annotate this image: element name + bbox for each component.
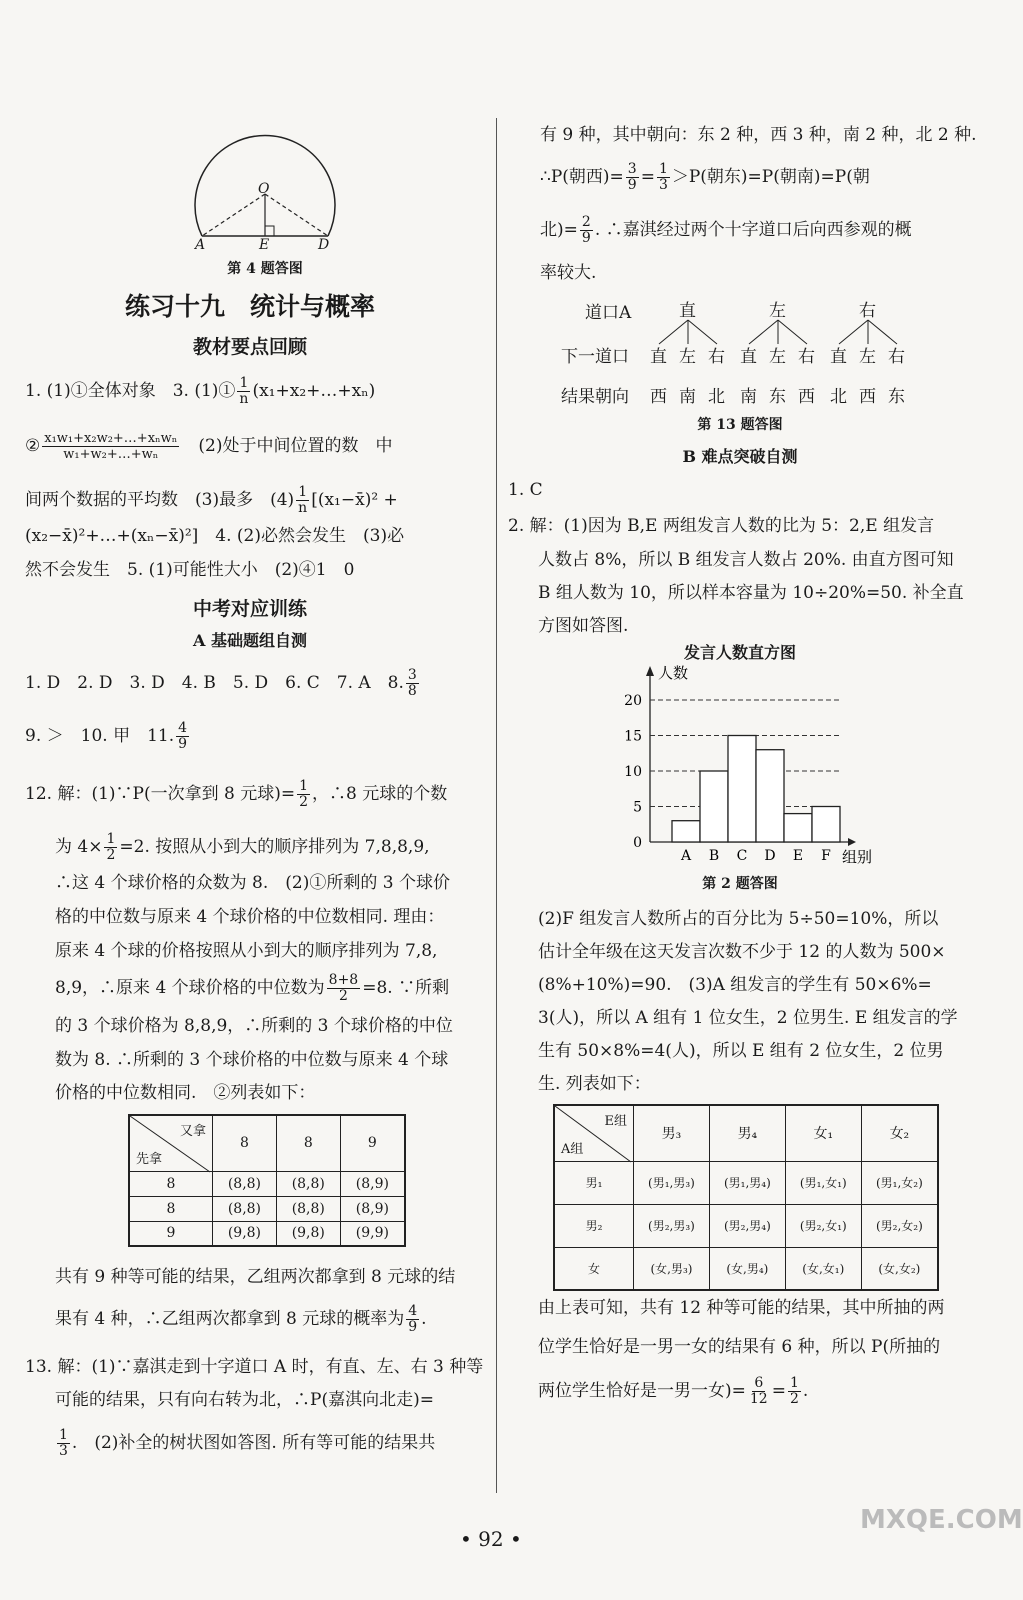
point-o-label: O — [258, 181, 270, 197]
y-axis-arrow — [646, 666, 654, 676]
x-tick-label: E — [792, 848, 804, 864]
review-line-2: ② $\frac{\text{x₁w₁+x₂w₂+…+xₙwₙ}}{\text{w₁+w₂+…+wₙ}}$ (2)处于中间位置的数 中 — [25, 431, 393, 462]
tree-diagram: 道口A 下一道口 结果朝向 直 左 右 直 左 右 直 左 右 直 左 右 西 南 北 南 东 西 北 西 东 — [555, 292, 955, 407]
q2-line-12: 位学生恰好是一男一女的结果有 6 种，所以 P(所抽的 — [538, 1337, 941, 1357]
q12-line-11: 果有 4 种，∴乙组两次都拿到 8 元球的概率为 $\frac{4}{9}$ . — [55, 1303, 427, 1335]
review-line-5: 然不会发生 5. (1)可能性大小 (2)④1 0 — [25, 560, 355, 580]
q12-line-3: ∴这 4 个球价格的众数为 8. (2)①所剩的 3 个球价 — [55, 873, 450, 893]
q12-line-10: 共有 9 种等可能的结果，乙组两次都拿到 8 元球的结 — [55, 1267, 456, 1287]
q2-line-6: 估计全年级在这天发言次数不少于 12 的人数为 500× — [538, 942, 946, 962]
review-line-1: 1. (1)①全体对象 3. (1)① $\frac{1}{n}$ (x₁+x₂+…+xₙ) — [25, 375, 376, 407]
tree-row-label: 下一道口 — [561, 347, 629, 367]
bar-C — [728, 736, 756, 843]
q12-line-8: 数为 8. ∴所剩的 3 个球价格的中位数与原来 4 个球 — [55, 1050, 449, 1070]
table-q2-corner: E组 A组 — [554, 1105, 634, 1161]
q13-line-1: 13. 解：(1)∵嘉淇走到十字道口 A 时，有直、左、右 3 种等 — [25, 1357, 484, 1377]
chart-title: 发言人数直方图 — [683, 643, 796, 662]
figure-4 — [190, 120, 340, 255]
table-row: 9 (9,8) (9,8) (9,9) — [129, 1221, 405, 1246]
review-line-3: 间两个数据的平均数 (3)最多 (4) $\frac{1}{n}$ [(x₁−x̄)² + — [25, 484, 398, 516]
figure-2-caption: 第 2 题答图 — [702, 876, 778, 892]
x-tick-label: D — [764, 848, 776, 864]
q2-line-11: 由上表可知，共有 12 种等可能的结果，其中所抽的两 — [538, 1298, 945, 1318]
table-q2-col: 女₂ — [861, 1105, 938, 1161]
q12-line-7: 的 3 个球价格为 8,8,9，∴所剩的 3 个球价格的中位 — [55, 1016, 453, 1036]
table-q2 — [553, 1104, 939, 1291]
section-heading-b: B 难点突破自测 — [682, 447, 798, 466]
q13-cont-line-1: 有 9 种，其中朝向：东 2 种，西 3 种，南 2 种，北 2 种. — [540, 125, 977, 145]
figure-13-caption: 第 13 题答图 — [697, 417, 783, 433]
bar-A — [672, 821, 700, 842]
q13-line-2: 可能的结果，只有向右转为北，∴P(嘉淇向北走)= — [55, 1390, 434, 1410]
q13-line-3: $\frac{1}{3}$ . (2)补全的树状图如答图. 所有等可能的结果共 — [59, 1427, 436, 1459]
point-d-label: D — [318, 237, 330, 253]
q2-line-1: 2. 解：(1)因为 B,E 两组发言人数的比为 5：2,E 组发言 — [508, 516, 935, 536]
x-tick-label: F — [821, 848, 831, 864]
answers-line-1: 1. D 2. D 3. D 4. B 5. D 6. C 7. A 8. $\frac{3}{8}$ — [25, 667, 417, 699]
q13-cont-line-4: 率较大. — [540, 263, 597, 283]
q13-cont-line-3: 北)= $\frac{2}{9}$ . ∴嘉淇经过两个十字道口后向西参观的概 — [540, 214, 912, 246]
y-tick-label: 15 — [624, 728, 642, 745]
table-q2-col: 男₄ — [709, 1105, 785, 1161]
x-tick-label: C — [736, 848, 748, 864]
y-axis-label: 人数 — [658, 664, 689, 682]
page-title: 练习十九 统计与概率 — [124, 292, 375, 321]
tree-row-label: 道口A — [585, 303, 632, 323]
table-q2-col: 男₃ — [634, 1105, 710, 1161]
table-q2-col: 女₁ — [785, 1105, 861, 1161]
q13-cont-line-2: ∴P(朝西)= $\frac{3}{9}$ = $\frac{1}{3}$ ＞P(朝东)=P(朝南)=P(朝 — [540, 161, 870, 193]
q2-line-5: (2)F 组发言人数所占的百分比为 5÷50=10%，所以 — [538, 909, 939, 929]
table-row: 男₂ (男₂,男₃) (男₂,男₄) (男₂,女₁) (男₂,女₂) — [554, 1204, 938, 1247]
table-row: 8 (8,8) (8,8) (8,9) — [129, 1171, 405, 1196]
q2-line-7: (8%+10%)=90. (3)A 组发言的学生有 50×6%= — [538, 975, 932, 995]
section-heading-review: 教材要点回顾 — [192, 336, 307, 358]
point-a-label: A — [195, 237, 206, 253]
q2-line-10: 生. 列表如下： — [538, 1074, 651, 1094]
section-heading-a: A 基础题组自测 — [193, 631, 307, 650]
q12-line-5: 原来 4 个球的价格按照从小到大的顺序排列为 7,8, — [55, 941, 438, 961]
y-tick-label: 0 — [633, 835, 642, 851]
column-divider — [496, 118, 497, 1493]
table-row: 女 (女,男₃) (女,男₄) (女,女₁) (女,女₂) — [554, 1247, 938, 1290]
bar-B — [700, 771, 728, 842]
b-answer-1: 1. C — [508, 480, 543, 500]
q12-line-6: 8,9，∴原来 4 个球价格的中位数为 $\frac{8+8}{2}$ =8. ∵所剩 — [55, 972, 450, 1004]
table-q12-corner: 又拿 先拿 — [129, 1115, 213, 1171]
q12-line-2: 为 4× $\frac{1}{2}$ =2. 按照从小到大的顺序排列为 7,8,8,9, — [55, 831, 430, 863]
q2-line-2: 人数占 8%，所以 B 组发言人数占 20%. 由直方图可知 — [538, 550, 954, 570]
q12-line-1: 12. 解：(1)∵P(一次拿到 8 元球)= $\frac{1}{2}$ ，∴8 元球的个数 — [25, 778, 448, 810]
review-line-4: (x₂−x̄)²+…+(xₙ−x̄)²] 4. (2)必然会发生 (3)必 — [25, 526, 405, 546]
bar-D — [756, 750, 784, 842]
q2-line-3: B 组人数为 10，所以样本容量为 10÷20%=50. 补全直 — [538, 583, 964, 603]
q2-line-9: 生有 50×8%=4(人)，所以 E 组有 2 位女生，2 位男 — [538, 1041, 944, 1061]
table-q12-col: 8 — [276, 1115, 340, 1171]
table-row: 男₁ (男₁,男₃) (男₁,男₄) (男₁,女₁) (男₁,女₂) — [554, 1161, 938, 1204]
bar-E — [784, 814, 812, 842]
page-number: • 92 • — [460, 1527, 522, 1551]
watermark-logo: MXQE.COM — [860, 1505, 1023, 1535]
y-tick-label: 5 — [633, 799, 642, 816]
section-heading-exam: 中考对应训练 — [192, 598, 307, 620]
bar-F — [812, 807, 840, 843]
table-q12-col: 9 — [340, 1115, 405, 1171]
x-axis-arrow — [848, 838, 856, 846]
table-q12 — [128, 1114, 406, 1247]
answers-line-2: 9. ＞ 10. 甲 11. $\frac{4}{9}$ — [25, 720, 188, 752]
y-tick-label: 10 — [624, 764, 642, 780]
figure-4-caption: 第 4 题答图 — [227, 261, 303, 277]
q2-line-8: 3(人)，所以 A 组有 1 位女生，2 位男生. E 组发言的学 — [538, 1008, 958, 1028]
x-tick-label: B — [708, 848, 720, 864]
table-q12-col: 8 — [213, 1115, 277, 1171]
point-e-label: E — [259, 237, 270, 253]
x-axis-label: 组别 — [842, 848, 873, 866]
q12-line-4: 格的中位数与原来 4 个球价格的中位数相同. 理由： — [55, 907, 445, 927]
q12-line-9: 价格的中位数相同. ②列表如下： — [55, 1083, 316, 1103]
q2-line-4: 方图如答图. — [538, 616, 629, 636]
tree-row-label: 结果朝向 — [561, 387, 629, 407]
q2-line-13: 两位学生恰好是一男一女)= $\frac{6}{12}$ = $\frac{1}{2}$ . — [538, 1375, 809, 1407]
x-tick-label: A — [680, 848, 692, 864]
histogram-chart — [610, 664, 880, 864]
table-row: 8 (8,8) (8,8) (8,9) — [129, 1196, 405, 1221]
y-tick-label: 20 — [624, 693, 642, 709]
